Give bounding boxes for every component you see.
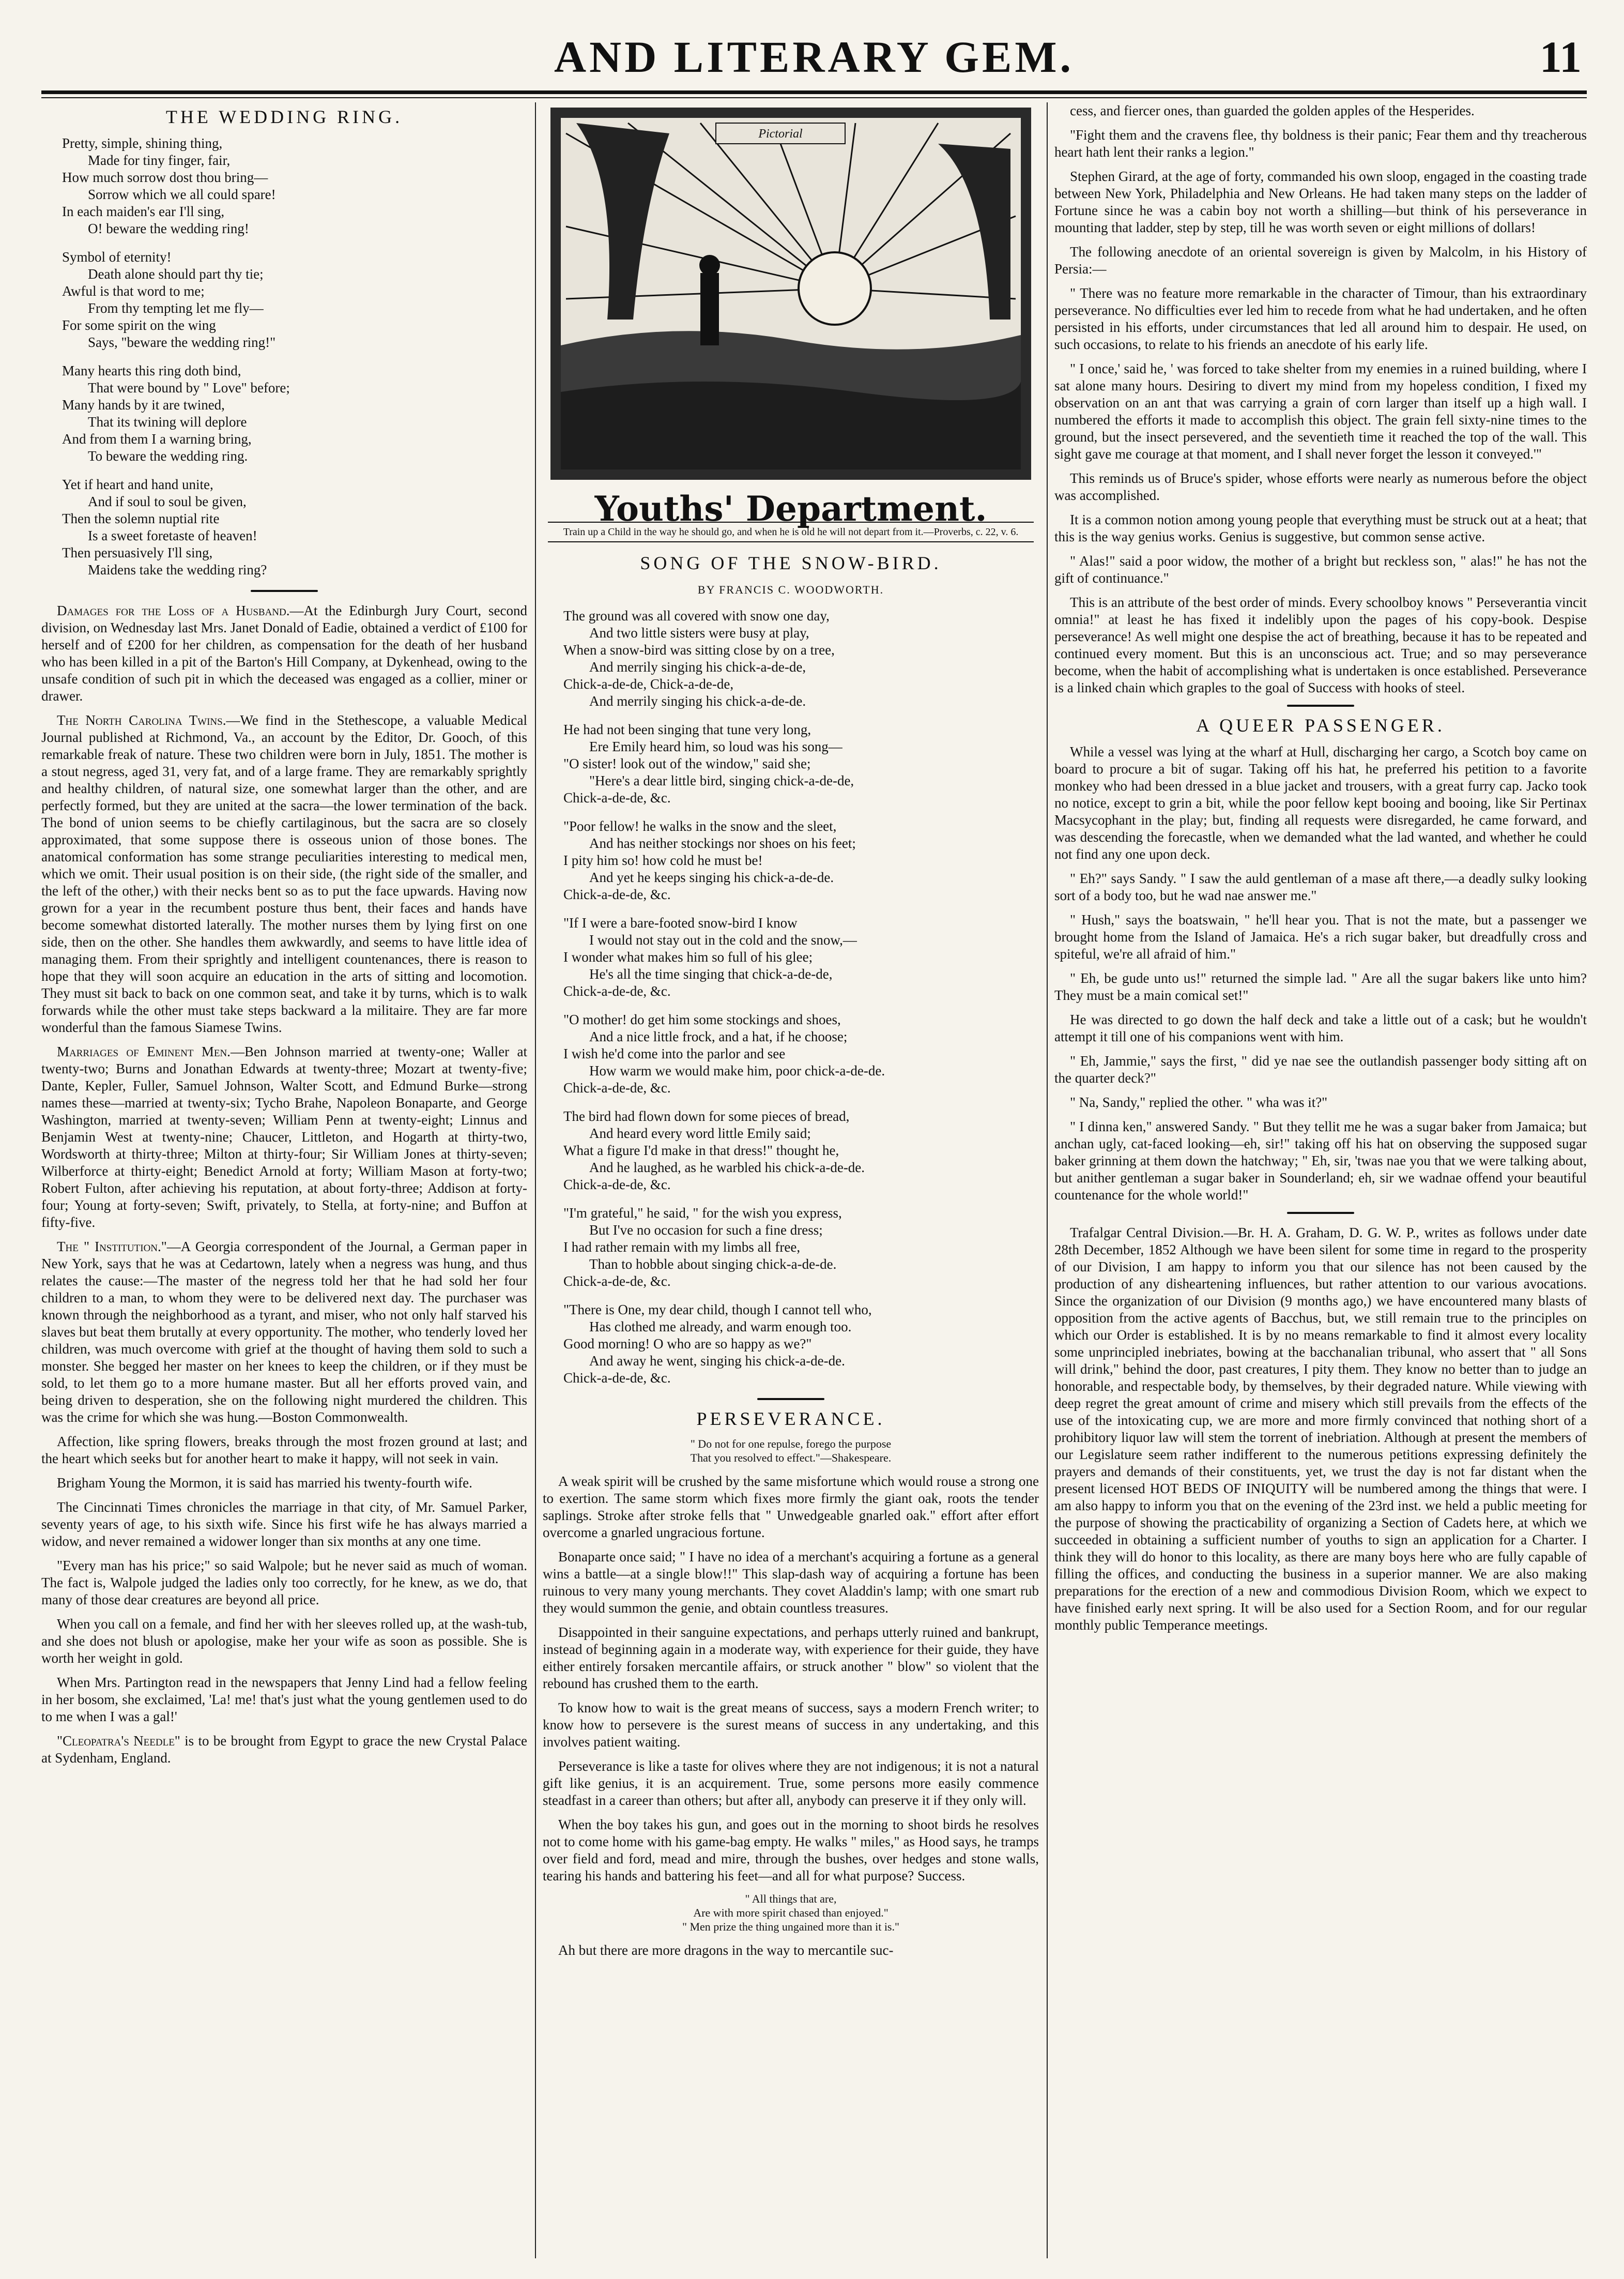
poem-line: Chick-a-de-de, &c. [563, 1370, 671, 1386]
quote-line: " All things that are, [745, 1892, 837, 1905]
division-notice: Trafalgar Central Division.—Br. H. A. Graham, D. G. W. P., writes as follows under date 28th December, 1852 Although we have been silent for some time in regard to the prosperity of our Division, I am happy to inform you that our silence has not been caused by the production of any disheartening influences, but rather attention to our various avocations. Since the organization of our Division (9 months ago,) we have encountered many blasts of opposition from the active agents of Bacchus, but, we still remain true to the principles on which our Order is established. It is by no means remarkable to find it almost every locality some unprincipled inebriates, bowing at the bacchanalian tribunal, who assert that " all Sons will drink," behind the door, past creatures, I pity them. They know no better than to judge an honorable, and respectable body, by themselves, by their degraded nature. While viewing with deep regret the great amount of crime and misery which still prevails from the effects of the use of the intoxicating cup, we are more and more firmly convinced that nothing short of a prohibitory liquor law will stem the torrent of inebriation. Although at present the members of our Legislature seem rather indifferent to the numerous petitions expressing definitely the prayers and demands of their constituents, yet, we trust the day is not far distant when the present licensed HOT BEDS OF INIQUITY will be numbered among the things that were. I am also happy to inform you that on the evening of the 23rd inst. we held a public meeting for the purpose of showing the practicability of organizing a Section of Cadets here, at which we succeeded in obtaining a sufficient number of youths to sign an application for a Charter. I think they will do honor to this locality, as there are many boys here who are fully capable of filling the offices, and conducting the business in a superior manner. We are also making preparations for the erection of a new and commodious Division Room, which we expect to have finished early next spring. It will be also used for a Section Room, and for our regular monthly public Temperance meetings. [1054, 1225, 1587, 1633]
stanza [62, 362, 527, 465]
news-item-text: —We find in the Stethescope, a valuable Medical Journal published at Richmond, Va., an account by the Editor, Dr. Gooch, of this remarkable freak of nature. These two children were born in July, 1851. The mother is a stout negress, aged 31, very fat, and of a large frame. They are remarkably sprightly and healthy children, of natural size, one somewhat larger than the other, and are perfectly formed, but they are united at the sacra—the lower termination of the back. The bond of union seems to be chiefly cartilaginous, but the sacra are so closely approximated, that some suppose there is osseous union of those bones. The anatomical conformation has some strange peculiarities interesting to medical men, which we omit. Their usual position is on their side, (the right side of the smaller, and the left of the other,) with their necks bent so as to put the face upwards. Having now grown for a year in the recumbent posture thus bent, their faces and hands have become somewhat distorted laterally. The mother nurses them by lying first on one side, then on the other. She handles them awkwardly, and seems to have little idea of managing them. From their sprightly and intelligent countenances, there is reason to hope that they will soon acquire an education in the arts of sitting and locomotion. They must sit back to back on one common seat, and take it by turns, which is to walk forwards while the other must take steps backward a la militaire. They are far more wonderful than the famous Siamese Twins. [41, 712, 527, 1035]
poem-line: And two little sisters were busy at play, [589, 625, 809, 641]
column-3 [1054, 102, 1587, 2258]
essay-paragraph: " I once,' said he, ' was forced to take shelter from my enemies in a ruined building, where I sat alone many hours. Desiring to divert my mind from my hopeless condition, I fixed my observation on an ant that was carrying a grain of corn larger than itself up a high wall. I numbered the efforts it made to accomplish this object. The grain fell sixty-nine times to the ground, but the insect persevered, and the seventieth time it reached the top of the wall. This sight gave me courage at that moment, and I shall never forget the lesson it conveyed.'" [1054, 361, 1587, 462]
column-2 [543, 102, 1039, 2258]
poem-line: How much sorrow dost thou bring— [62, 170, 268, 185]
news-item [41, 1475, 527, 1492]
stanza [62, 249, 527, 351]
stanza [563, 1205, 1039, 1290]
poem-line: "Here's a dear little bird, singing chick-a-de-de, [589, 773, 854, 788]
stanza [563, 915, 1039, 1000]
separator [1287, 705, 1354, 707]
poem-line: "I'm grateful," he said, " for the wish you express, [563, 1205, 842, 1221]
story-paragraph: " Hush," says the boatswain, " he'll hear you. That is not the mate, but a passenger we brought home from the Island of Jamaica. He's a rich sugar baker, but dreadfully cross and spiteful, we're all afraid of him." [1054, 912, 1587, 962]
stanza [563, 818, 1039, 903]
essay-paragraph: Bonaparte once said; " I have no idea of a merchant's acquiring a fortune as a general wins a battle—at a single blow!!" This slap-dash way of acquiring a fortune has been ruinous to very many young merchants. They covet Aladdin's lamp; with one smart rub they would summon the genie, and obtain countless treasures. [543, 1549, 1039, 1616]
poem-line: How warm we would make him, poor chick-a-de-de. [589, 1063, 885, 1078]
essay-continued [1054, 102, 1587, 696]
poem-line: What a figure I'd make in that dress!" thought he, [563, 1143, 839, 1158]
poem-line: I had rather remain with my limbs all free, [563, 1239, 801, 1255]
essay-continuation: Ah but there are more dragons in the way to mercantile suc- [558, 1942, 894, 1958]
news-items [41, 602, 527, 1767]
essay-paragraph: Perseverance is like a taste for olives where they are not indigenous; it is not a natural gift like genius, it is an acquirement. True, some persons more easily commence steadfast in a career than others; but after all, anybody can preserve it if they only will. [543, 1758, 1039, 1808]
poem-line: He had not been singing that tune very long, [563, 722, 811, 737]
quote-line: Are with more spirit chased than enjoyed." [693, 1906, 888, 1919]
news-item [41, 1616, 527, 1667]
essay-paragraph: " There was no feature more remarkable in the character of Timour, than his extraordinary perseverance. No difficulties ever led him to recede from what he had undertaken, and he often persisted in his efforts, under circumstances that led all around him to despair. He used, on such occasions, to relate to his friends an anecdote of his early life. [1054, 285, 1587, 352]
poem-line: From thy tempting let me fly— [88, 300, 264, 316]
poem-line: Says, "beware the wedding ring!" [88, 335, 276, 350]
masthead-rule-thin [41, 97, 1587, 98]
poem-line: The bird had flown down for some pieces of bread, [563, 1108, 850, 1124]
poem-line: The ground was all covered with snow one day, [563, 608, 830, 624]
poem-line: I pity him so! how cold he must be! [563, 853, 763, 868]
poem-line: Death alone should part thy tie; [88, 266, 264, 282]
news-item-text: "Every man has his price;" so said Walpole; but he never said as much of woman. The fact is, Walpole judged the ladies only too correctly, for he knew, as we do, that many of those dear creatures are beyond all price. [41, 1558, 527, 1607]
essay-paragraph: cess, and fiercer ones, than guarded the golden apples of the Hesperides. [1070, 103, 1475, 118]
poem-line: Chick-a-de-de, &c. [563, 1080, 671, 1096]
poem-line: And if soul to soul be given, [88, 494, 247, 509]
poem-line: And he laughed, as he warbled his chick-a-de-de. [589, 1160, 865, 1175]
poem-line: I would not stay out in the cold and the snow,— [589, 932, 857, 948]
separator [251, 590, 318, 592]
essay-paragraph: The following anecdote of an oriental sovereign is given by Malcolm, in his History of Persia:— [1054, 244, 1587, 277]
epigraph-line: " Do not for one repulse, forego the purpose [690, 1437, 892, 1450]
news-item-text: —A Georgia correspondent of the Journal, a German paper in New York, says that he was at Cedartown, lately when a negress was hung, and thus relates the cause:—The master of the negress told her that he had sold her four children to a man, to whom they were to be delivered next day. The purchaser was known through the neighborhood as a tyrant, and miser, who not only half starved his slaves but beat them brutally at every opportunity. The mother, who tenderly loved her children, was much overcome with grief at the thought of having them sold to such a monster. She begged her master on her knees to keep the children, or if they must be sold, to let them go to a more humane master. But all her efforts proved vain, and being driven to desperation, she on the following night murdered the children. This was the crime for which she was hung.—Boston Commonwealth. [41, 1239, 527, 1425]
poem-line: Then persuasively I'll sing, [62, 545, 213, 560]
essay-epigraph [543, 1437, 1039, 1465]
news-item-lead: Damages for the Loss of a Husband. [57, 603, 290, 618]
story-title: A QUEER PASSENGER. [1196, 715, 1445, 736]
quote-line: " Men prize the thing ungained more than it is." [682, 1920, 899, 1933]
poem-line: And from them I a warning bring, [62, 431, 252, 447]
woodcut-label: Pictorial [758, 127, 803, 141]
department-title: Youths' Department. [594, 489, 987, 529]
news-item [41, 1433, 527, 1467]
news-item-text: —Ben Johnson married at twenty-one; Waller at twenty-two; Burns and Jonathan Edwards at twenty-three; Mozart at twenty-five; Dante, Kepler, Fuller, Samuel Johnson, Walter Scott, and Edmund Burke—strong names these—married at twenty-six; Tycho Brahe, Napoleon Bonaparte, and George Washington, married at twenty-seven; William Penn at twenty-eight; Linnus and Benjamin West at twenty-nine; Chaucer, Littleton, and Hogarth at thirty-two, Wordsworth at thirty-three; Milton at thirty-four; Sir William Jones at thirty-seven; Wilberforce at thirty-eight; Benedict Arnold at forty; William Mason at forty-two; Robert Fulton, after achieving his reputation, at about forty-three; Addison at forty-four; Young at forty-seven; Swift, privately, to Stella, at forty-nine; and Buffon at fifty-five. [41, 1044, 527, 1230]
column-1 [41, 102, 527, 2258]
separator [1287, 1212, 1354, 1214]
poem-line: Chick-a-de-de, &c. [563, 887, 671, 902]
page-number: 11 [1539, 32, 1582, 82]
essay-title: PERSEVERANCE. [696, 1408, 885, 1429]
news-item [41, 1499, 527, 1550]
poem-line: Ere Emily heard him, so loud was his song— [589, 739, 842, 754]
poem-line: I wonder what makes him so full of his glee; [563, 949, 813, 965]
poem-line: I wish he'd come into the parlor and see [563, 1046, 786, 1061]
news-item-text: Brigham Young the Mormon, it is said has married his twenty-fourth wife. [57, 1475, 472, 1491]
poem-line: And heard every word little Emily said; [589, 1126, 811, 1141]
poem-stanzas [41, 135, 527, 579]
poem-stanzas [543, 607, 1039, 1387]
news-item-text: When Mrs. Partington read in the newspapers that Jenny Lind had a fellow feeling in her bosom, she exclaimed, 'La! me! that's just what the young gentlemen used to do to me when I was a gal!' [41, 1675, 527, 1724]
poem-line: He's all the time singing that chick-a-de-de, [589, 966, 833, 982]
masthead-title: AND LITERARY GEM. [554, 32, 1074, 82]
poem-line: Chick-a-de-de, &c. [563, 1177, 671, 1192]
poem-line: Symbol of eternity! [62, 249, 172, 265]
news-item-text: —At the Edinburgh Jury Court, second division, on Wednesday last Mrs. Janet Donald of Eadie, obtained a verdict of £100 for herself and of £200 for her children, as compensation for the death of her husband who has been killed in a pit of the Barton's Hill Company, at Dykenhead, owing to the unsafe condition of such pit in which the deceased was engaged as a collier, miner or drawer. [41, 603, 527, 704]
essay-paragraph: This reminds us of Bruce's spider, whose efforts were nearly as numerous before the object was accomplished. [1054, 470, 1587, 503]
story-paragraph: While a vessel was lying at the wharf at Hull, discharging her cargo, a Scotch boy came on board to procure a bit of sugar. Taking off his hat, he preferred his petition to a favorite monkey who had been dressed in a blue jacket and trousers, with a great furry cap. Jacko took no notice, except to grin a bit, while the poor fellow kept booing and booing, like Sir Pertinax Macsycophant in the play; but, finding all requests were disregarded, he came forward, and was descending the forecastle, when we demanded what the lad wanted, and whether he could not find any one upon deck. [1054, 744, 1587, 862]
poem-line: And a nice little frock, and a hat, if he choose; [589, 1029, 848, 1044]
stanza [563, 607, 1039, 710]
stanza [62, 476, 527, 579]
poem-line: Chick-a-de-de, &c. [563, 1273, 671, 1289]
essay-body [543, 1473, 1039, 1885]
poem-title: THE WEDDING RING. [165, 107, 403, 127]
poem-byline: BY FRANCIS C. WOODWORTH. [697, 583, 884, 596]
separator [757, 1398, 824, 1400]
poem-line: That were bound by " Love" before; [88, 380, 290, 396]
masthead-rule [41, 90, 1587, 94]
news-item [41, 1043, 527, 1231]
news-item-text: is to be brought from Egypt to grace the new Crystal Palace at Sydenham, England. [41, 1733, 527, 1766]
column-divider [535, 102, 536, 2258]
essay-paragraph: " Alas!" said a poor widow, the mother of a bright but reckless son, " alas!" he has not the gift of continuance." [1054, 553, 1587, 586]
poem-line: Made for tiny finger, fair, [88, 153, 231, 168]
epigraph-line: That you resolved to effect."—Shakespeare. [690, 1451, 892, 1464]
poem-line: In each maiden's ear I'll sing, [62, 204, 225, 219]
poem-line: "There is One, my dear child, though I cannot tell who, [563, 1302, 872, 1317]
poem-line: Many hearts this ring doth bind, [62, 363, 241, 378]
poem-line: "Poor fellow! he walks in the snow and the sleet, [563, 818, 837, 834]
poem-line: "If I were a bare-footed snow-bird I know [563, 915, 798, 931]
poem-title: SONG OF THE SNOW-BIRD. [640, 553, 942, 573]
poem-line: Sorrow which we all could spare! [88, 187, 276, 202]
news-item [41, 602, 527, 705]
masthead [41, 31, 1587, 98]
essay-paragraph: A weak spirit will be crushed by the same misfortune which would rouse a strong one to exertion. The same storm which fixes more firmly the giant oak, roots the tender saplings. Stroke after stroke fells that " Unwedgeable gnarled oak." effort after effort overcome a gnarled ungracious fortune. [543, 1473, 1039, 1540]
news-item [41, 1674, 527, 1725]
story-paragraph: " Eh?" says Sandy. " I saw the auld gentleman of a mase aft there,—a deadly sulky looking sort of a body too, but he wad nae answer me." [1054, 871, 1587, 903]
poem-line: And merrily singing his chick-a-de-de. [589, 693, 806, 709]
news-item-lead: Marriages of Eminent Men. [57, 1044, 231, 1059]
poem-line: Chick-a-de-de, Chick-a-de-de, [563, 676, 734, 692]
poem-line: And away he went, singing his chick-a-de-de. [589, 1353, 845, 1369]
poem-line: Awful is that word to me; [62, 283, 205, 299]
poem-line: And has neither stockings nor shoes on his feet; [589, 835, 856, 851]
poem-line: For some spirit on the wing [62, 317, 216, 333]
news-item-text: Affection, like spring flowers, breaks through the most frozen ground at last; and the heart which seeks but for another heart to make it happy, will not seek in vain. [41, 1434, 527, 1466]
poem-line: Chick-a-de-de, &c. [563, 790, 671, 806]
story-paragraph: " Eh, Jammie," says the first, " did ye nae see the outlandish passenger body sitting aft on the quarter deck?" [1054, 1053, 1587, 1086]
story-paragraph: " I dinna ken," answered Sandy. " But they tellit me he was a sugar baker from Jamaica; but anchan ugly, cat-faced looking—eh, sir!" taking off his hat on observing the supposed sugar baker grinning at them down the hatchway; " Eh, sir, 'twas nae you that we were talking about, but anither gentleman a sugar baker in Sounderland; eh, sir we wadnae offend your beautiful countenance for the whole world!" [1054, 1119, 1587, 1203]
story-paragraph: He was directed to go down the half deck and take a little out of a cask; but he wouldn't attempt it till one of his companions went with him. [1054, 1012, 1587, 1044]
poem-line: When a snow-bird was sitting close by on a tree, [563, 642, 835, 658]
poem-line: And merrily singing his chick-a-de-de, [589, 659, 806, 675]
stanza [563, 1108, 1039, 1193]
poem-line: Than to hobble about singing chick-a-de-de. [589, 1256, 837, 1272]
story-paragraph: " Eh, be gude unto us!" returned the simple lad. " Are all the sugar bakers like unto him? They must be a main comical set!" [1054, 970, 1587, 1003]
news-item-lead: The " Institution." [57, 1239, 167, 1254]
poem-line: Then the solemn nuptial rite [62, 511, 220, 526]
news-item [41, 712, 527, 1036]
news-item [41, 1557, 527, 1608]
poem-line: Is a sweet foretaste of heaven! [88, 528, 257, 543]
poem-line: O! beware the wedding ring! [88, 221, 249, 236]
department-motto: Train up a Child in the way he should go, and when he is old he will not depart from it.—Proverbs, c. 22, v. 6. [548, 522, 1034, 542]
poem-line: And yet he keeps singing his chick-a-de-de. [589, 870, 834, 885]
stanza [563, 1301, 1039, 1387]
poem-line: Many hands by it are twined, [62, 397, 225, 413]
stanza [62, 135, 527, 237]
poem-line: Pretty, simple, shining thing, [62, 135, 223, 151]
essay-paragraph: "Fight them and the cravens flee, thy boldness is their panic; Fear them and thy treacherous heart hath lent their ranks a legion." [1054, 127, 1587, 160]
poem-line: Maidens take the wedding ring? [88, 562, 267, 578]
essay-paragraph: When the boy takes his gun, and goes out in the morning to shoot birds he resolves not to come home with his game-bag empty. He walks " miles," as Hood says, he tramps over field and ford, mead and mire, through the bushes, over hedges and stone walls, tearing his hands and battering his feet—and all for what purpose? Success. [543, 1817, 1039, 1883]
poem-line: Yet if heart and hand unite, [62, 477, 213, 492]
poem-line: Chick-a-de-de, &c. [563, 983, 671, 999]
news-item-text: When you call on a female, and find her with her sleeves rolled up, at the wash-tub, and she does not blush or apologise, make her your wife as soon as possible. She is worth her weight in gold. [41, 1616, 527, 1666]
essay-paragraph: This is an attribute of the best order of minds. Every schoolboy knows " Perseverantia vincit omnia!" at least he has fixed it indelibly upon the pages of his copy-book. Despise perseverance! As well might one despise the act of breathing, because it has to be repeated and continued every moment. But this is an unconscious act. True; and so may perseverance become, when the habit of accomplishing what is undertaken is once established. Perseverance is a linked chain which graples to the goal of Success with hooks of steel. [1054, 595, 1587, 695]
poem-line: "O mother! do get him some stockings and shoes, [563, 1012, 841, 1027]
woodcut-illustration [545, 102, 1036, 485]
story-paragraph: " Na, Sandy," replied the other. " wha was it?" [1070, 1095, 1328, 1110]
poem-line: "O sister! look out of the window," said she; [563, 756, 811, 771]
essay-paragraph: It is a common notion among young people that everything must be struck out at a heat; that this is the way genius works. Genius is suggestive, but common sense active. [1054, 512, 1587, 544]
news-item [41, 1238, 527, 1426]
poem-line: But I've no occasion for such a fine dress; [589, 1222, 823, 1238]
story-body [1054, 743, 1587, 1204]
essay-paragraph: Disappointed in their sanguine expectations, and perhaps utterly ruined and bankrupt, instead of beginning again in a moderate way, with experience for their guide, they have either entirely forsaken mercantile affairs, or struck another " blow" so violent that the rebound has crushed them to the earth. [543, 1624, 1039, 1691]
news-item-lead: The North Carolina Twins. [57, 712, 226, 728]
news-item-lead: "Cleopatra's Needle" [57, 1733, 180, 1749]
essay-paragraph: Stephen Girard, at the age of forty, commanded his own sloop, engaged in the coasting trade between New York, Philadelphia and New Orleans. He had taken many steps on the ladder of Fortune since he was a cabin boy not worth a shilling—but think of his perseverance in mounting that ladder, step by step, till he was worth seven or eight millions of dollars! [1054, 169, 1587, 235]
essay-paragraph: To know how to wait is the great means of success, says a modern French writer; to know how to persevere is the surest means of success in any undertaking, and this involves patient waiting. [543, 1700, 1039, 1750]
poem-line: That its twining will deplore [88, 414, 247, 430]
stanza [563, 721, 1039, 807]
news-item-text: The Cincinnati Times chronicles the marriage in that city, of Mr. Samuel Parker, seventy years of age, to his sixth wife. Since his first wife he has always married a widow, and never remained a widower longer than six months at any one time. [41, 1499, 527, 1549]
poem-line: To beware the wedding ring. [88, 448, 248, 464]
news-item [41, 1733, 527, 1767]
column-divider [1047, 102, 1048, 2258]
poem-line: Good morning! O who are so happy as we?" [563, 1336, 812, 1351]
stanza [563, 1011, 1039, 1097]
closing-quote [543, 1892, 1039, 1934]
poem-line: Has clothed me already, and warm enough too. [589, 1319, 852, 1334]
